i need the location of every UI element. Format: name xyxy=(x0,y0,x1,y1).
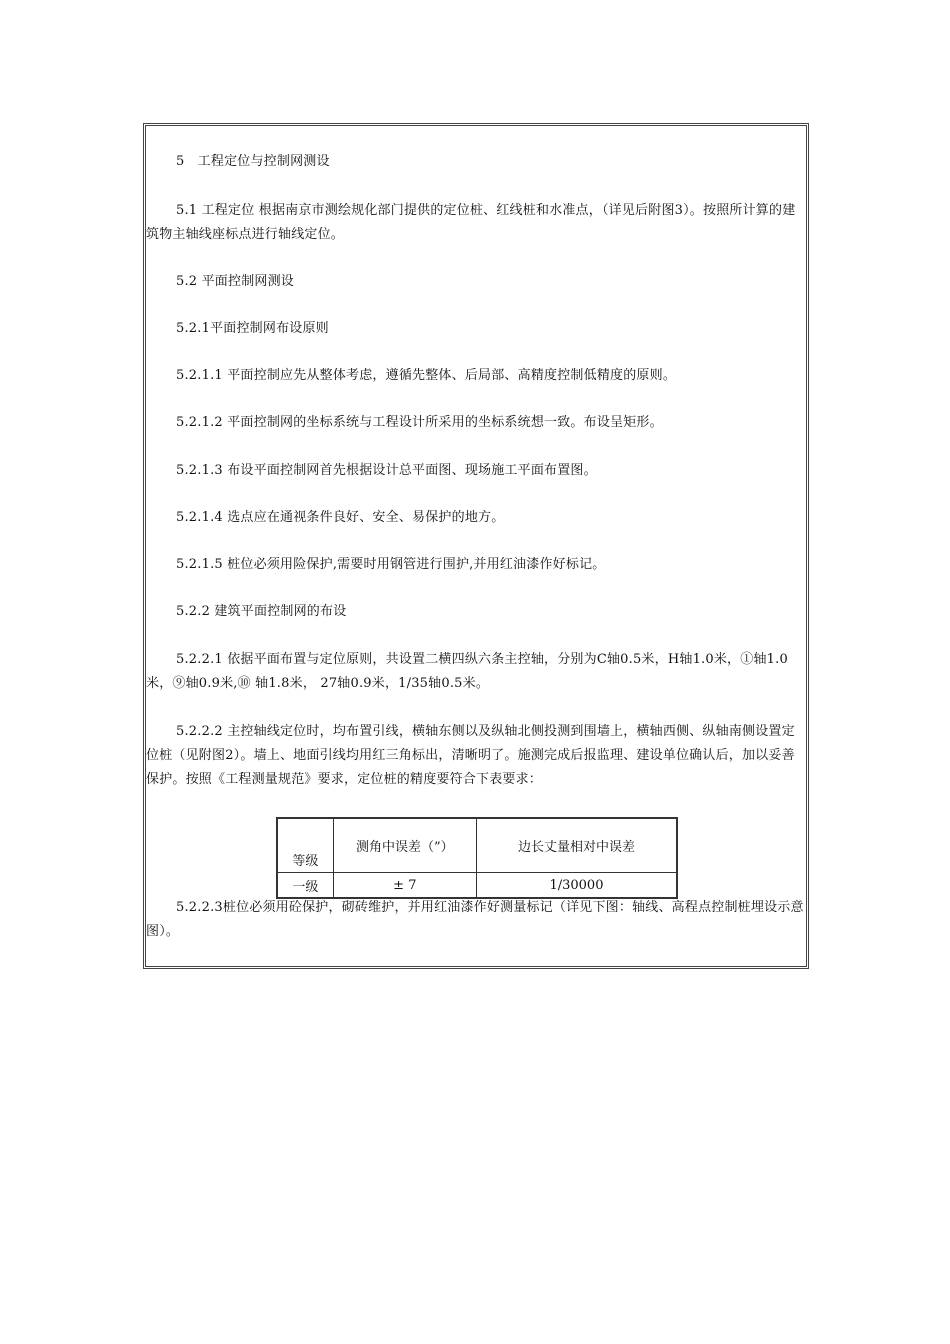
heading-5-2-2: 5.2.2 建筑平面控制网的布设 xyxy=(176,604,347,619)
paragraph-5-2-2-2: 5.2.2.2 主控轴线定位时，均布置引线，横轴东侧以及纵轴北侧投测到围墙上，横轴西侧、纵轴南侧设置定位桩（见附图2）。墙上、地面引线均用红三角标出，清晰明了。施测完成后报监理、建设单位确认后，加以妥善保护。按照《工程测量规范》要求，定位桩的精度要符合下表要求： xyxy=(146,724,795,787)
paragraph-5-2-1-4: 5.2.1.4 选点应在通视条件良好、安全、易保护的地方。 xyxy=(176,510,505,525)
table-header-row xyxy=(277,818,677,873)
paragraph-5-2-2-3: 5.2.2.3桩位必须用砼保护，砌砖维护，并用红油漆作好测量标记（详见下图：轴线、高程点控制桩埋设示意图）。 xyxy=(146,900,804,939)
cell-grade: 一级 xyxy=(277,873,333,899)
paragraph-5-2-2-1: 5.2.2.1 依据平面布置与定位原则，共设置二横四纵六条主控轴，分别为C轴0.5米，H轴1.0米，①轴1.0米，⑨轴0.9米,⑩ 轴1.8米， 27轴0.9米，1/35轴0.5米。 xyxy=(146,652,788,691)
header-grade: 等级 xyxy=(277,818,333,873)
heading-5-2: 5.2 平面控制网测设 xyxy=(176,274,295,289)
heading-5-2-1: 5.2.1平面控制网布设原则 xyxy=(176,321,329,336)
paragraph-5-2-1-3: 5.2.1.3 布设平面控制网首先根据设计总平面图、现场施工平面布置图。 xyxy=(176,463,597,478)
paragraph-5-2-1-2: 5.2.1.2 平面控制网的坐标系统与工程设计所采用的坐标系统想一致。布设呈矩形。 xyxy=(176,415,663,430)
paragraph-5-2-1-1: 5.2.1.1 平面控制应先从整体考虑，遵循先整体、后局部、高精度控制低精度的原则。 xyxy=(176,368,677,383)
precision-table xyxy=(276,817,678,899)
table-row xyxy=(277,873,677,899)
header-angle-error: 测角中误差（”） xyxy=(333,818,476,873)
cell-angle-error: ± 7 xyxy=(333,873,476,899)
header-length-error: 边长丈量相对中误差 xyxy=(476,818,677,873)
paragraph-5-2-1-5: 5.2.1.5 桩位必须用险保护,需要时用钢管进行围护,并用红油漆作好标记。 xyxy=(176,557,606,572)
section-title: 5 工程定位与控制网测设 xyxy=(176,154,330,169)
cell-length-error: 1/30000 xyxy=(476,873,677,899)
paragraph-5-1: 5.1 工程定位 根据南京市测绘规化部门提供的定位桩、红线桩和水准点，（详见后附图3）。按照所计算的建筑物主轴线座标点进行轴线定位。 xyxy=(146,203,796,242)
